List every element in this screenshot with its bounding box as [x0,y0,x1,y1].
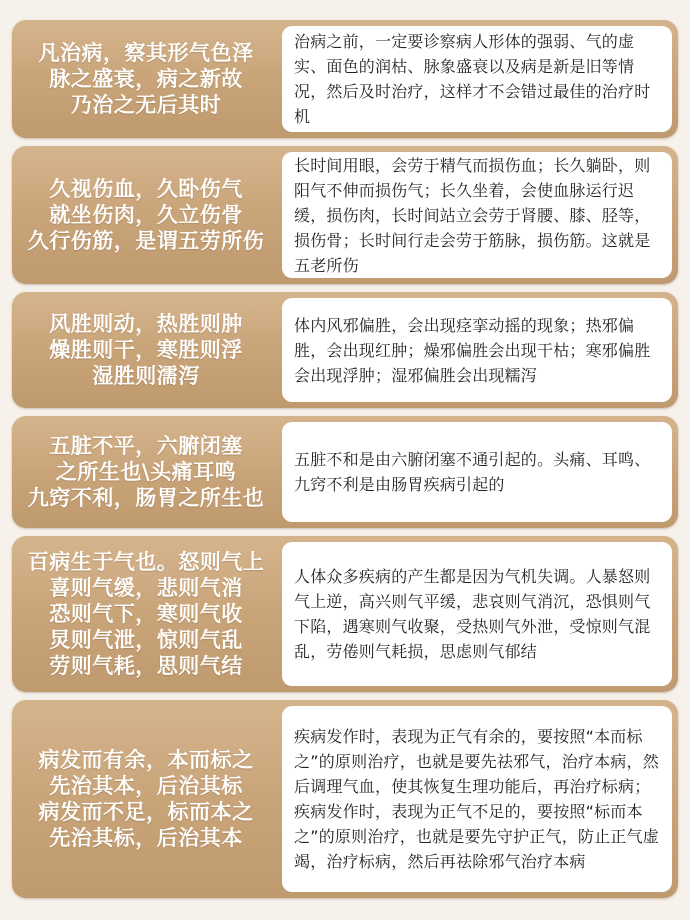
card-2 [12,146,678,284]
card-1 [12,20,678,138]
card-3 [12,292,678,408]
card-6-explanation-text: 疾病发作时，表现为正气有余的，要按照“本而标之”的原则治疗，也就是要先祛邪气，治疗本病，然后调理气血，使其恢复生理功能后，再治疗标病；疾病发作时，表现为正气不足的，要按照“标而本之”的原则治疗，也就是要先守护正气，防止正气虚竭，治疗标病，然后再祛除邪气治疗本病 [294,727,659,871]
card-6-explanation [282,706,672,892]
card-4-explanation-text: 五脏不和是由六腑闭塞不通引起的。头痛、耳鸣、九窍不利是由肠胃疾病引起的 [294,450,651,494]
card-6-quote [12,700,280,898]
card-3-explanation-text: 体内风邪偏胜，会出现痉挛动摇的现象；热邪偏胜，会出现红肿；燥邪偏胜会出现干枯；寒邪偏胜会出现浮肿；湿邪偏胜会出现糯泻 [294,315,651,385]
card-6 [12,700,678,898]
card-3-explanation [282,298,672,402]
card-3-quote [12,292,280,408]
card-1-quote-text: 凡治病，察其形气色泽 脉之盛衰，病之新故 乃治之无后其时 [38,41,254,117]
card-5-explanation [282,542,672,686]
card-5 [12,536,678,692]
card-6-quote-text: 病发而有余，本而标之 先治其本，后治其标 病发而不足，标而本之 先治其标，后治其本 [38,748,254,850]
card-5-quote [12,536,280,692]
card-2-quote-text: 久视伤血，久卧伤气 就坐伤肉，久立伤骨 久行伤筋，是谓五劳所伤 [27,177,265,253]
card-4-quote-text: 五脏不平，六腑闭塞 之所生也\头痛耳鸣 九窍不利，肠胃之所生也 [27,434,265,510]
card-2-explanation [282,152,672,278]
card-1-explanation [282,26,672,132]
card-2-quote [12,146,280,284]
card-5-quote-text: 百病生于气也。怒则气上 喜则气缓，悲则气消 恐则气下，寒则气收 炅则气泄，惊则气乱 劳则气耗，思则气结 [27,550,265,678]
card-4-explanation [282,422,672,522]
card-3-quote-text: 风胜则动，热胜则肿 燥胜则干，寒胜则浮 湿胜则濡泻 [49,312,243,388]
card-5-explanation-text: 人体众多疾病的产生都是因为气机失调。人暴怒则气上逆，高兴则气平缓，悲哀则气消沉，恐惧则气下陷，遇寒则气收聚，受热则气外泄，受惊则气混乱，劳倦则气耗损，思虑则气郁结 [294,567,651,661]
card-4 [12,416,678,528]
card-4-quote [12,416,280,528]
card-1-explanation-text: 治病之前，一定要诊察病人形体的强弱、气的虚实、面色的润枯、脉象盛衰以及病是新是旧等情况，然后及时治疗，这样才不会错过最佳的治疗时机 [294,32,651,126]
card-1-quote [12,20,280,138]
card-2-explanation-text: 长时间用眼，会劳于精气而损伤血；长久躺卧，则阳气不伸而损伤气；长久坐着，会使血脉运行迟缓，损伤肉，长时间站立会劳于肾腰、膝、胫等，损伤骨；长时间行走会劳于筋脉，损伤筋。这就是五老所伤 [294,155,651,275]
